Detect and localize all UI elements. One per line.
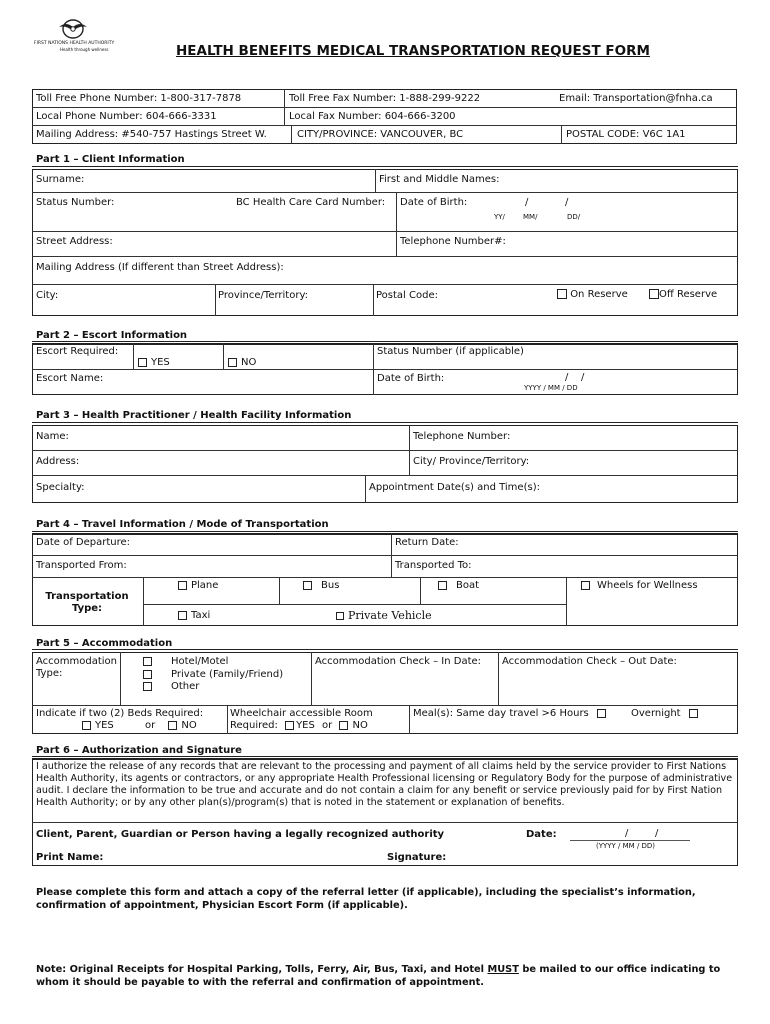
wheelchair-no-option[interactable]: [339, 720, 367, 731]
wheelchair-yes-checkbox[interactable]: [285, 721, 294, 730]
overnight-option[interactable]: [631, 708, 702, 720]
mailing-address: Mailing Address: #540-757 Hastings Street W.: [36, 129, 267, 140]
practitioner-name-label: Name:: [36, 431, 69, 442]
part3-heading: Part 3 – Health Practitioner / Health Facility Information: [36, 410, 352, 421]
transported-to-field[interactable]: [480, 557, 735, 575]
escort-no-checkbox[interactable]: [228, 358, 237, 367]
note-text-b: be mailed to our office indicating to whom it should be payable to with the referral and confirmation of appointment.: [36, 964, 721, 988]
telephone-label: Telephone Number#:: [400, 236, 506, 247]
boat-label: Boat: [456, 580, 480, 591]
bus-label: Bus: [321, 580, 340, 591]
eagle-logo-icon: [56, 18, 90, 40]
hotel-option[interactable]: [143, 656, 228, 668]
private-family-option[interactable]: [143, 669, 283, 681]
beds-yes-label: YES: [95, 720, 114, 731]
check-in-field[interactable]: [314, 670, 496, 703]
street-address-label: Street Address:: [36, 236, 113, 247]
local-phone: Local Phone Number: 604-666-3331: [36, 111, 217, 122]
local-fax: Local Fax Number: 604-666-3200: [289, 111, 456, 122]
city-label: City:: [36, 290, 59, 301]
instruction-text: Please complete this form and attach a copy of the referral letter (if applicable), including the specialist’s information, confirmation of appointment, Physician Escort Form (if applicable).: [36, 887, 696, 911]
practitioner-city-field[interactable]: [542, 452, 735, 473]
status-number-label: Status Number:: [36, 197, 115, 208]
signature-field[interactable]: [450, 849, 735, 864]
date-slash-2: /: [655, 828, 659, 839]
appointment-field[interactable]: [548, 477, 735, 501]
wheelchair-yes-option[interactable]: [285, 720, 315, 731]
fnha-logo: [34, 18, 114, 58]
date-label: Date:: [526, 829, 557, 840]
escort-yes-option[interactable]: [138, 357, 170, 369]
telephone-field[interactable]: [512, 233, 734, 254]
beds-yes-option[interactable]: [82, 720, 114, 731]
check-in-label: Accommodation Check – In Date:: [315, 656, 482, 667]
dob-mm: MM/: [523, 213, 538, 221]
client-dob-field[interactable]: [470, 194, 734, 229]
province-label: Province/Territory:: [218, 290, 309, 301]
private-vehicle-option[interactable]: [336, 609, 432, 622]
date-format-hint: (YYYY / MM / DD): [596, 842, 656, 850]
beds-no-option[interactable]: [168, 720, 196, 731]
toll-free-fax: Toll Free Fax Number: 1-888-299-9222: [289, 93, 481, 104]
bc-card-field[interactable]: [300, 210, 392, 229]
escort-status-field[interactable]: [530, 345, 735, 367]
specialty-field[interactable]: [92, 477, 362, 501]
on-reserve-checkbox[interactable]: [557, 289, 567, 299]
beds-label: Indicate if two (2) Beds Required:: [36, 708, 204, 719]
private-vehicle-checkbox[interactable]: [336, 612, 344, 620]
practitioner-address-label: Address:: [36, 456, 80, 467]
receipts-note: [36, 963, 736, 989]
beds-no-checkbox[interactable]: [168, 721, 177, 730]
return-label: Return Date:: [395, 537, 459, 548]
escort-yes-checkbox[interactable]: [138, 358, 147, 367]
note-must: MUST: [487, 964, 519, 975]
other-option[interactable]: [143, 681, 199, 693]
first-middle-field[interactable]: [505, 171, 735, 190]
beds-no-label: NO: [181, 720, 197, 731]
city-province: CITY/PROVINCE: VANCOUVER, BC: [297, 129, 464, 140]
on-reserve-label: On Reserve: [570, 289, 628, 300]
hotel-label: Hotel/Motel: [171, 656, 229, 667]
return-field[interactable]: [465, 535, 735, 553]
date-slash-1: /: [625, 828, 629, 839]
logo-subtext: Health through wellness: [60, 47, 109, 52]
escort-no-label: NO: [241, 357, 257, 368]
off-reserve-checkbox[interactable]: [649, 289, 659, 299]
mailing-address-label: Mailing Address (If different than Street Address):: [36, 262, 284, 273]
beds-or: or: [144, 720, 156, 731]
part4-heading: Part 4 – Travel Information / Mode of Transportation: [36, 519, 329, 530]
plane-label: Plane: [191, 580, 219, 591]
dob-dd: DD/: [567, 213, 581, 221]
part5-heading: Part 5 – Accommodation: [36, 638, 173, 649]
bus-option[interactable]: [303, 580, 339, 592]
escort-name-label: Escort Name:: [36, 373, 104, 384]
print-name-label: Print Name:: [36, 852, 104, 863]
page-title: HEALTH BENEFITS MEDICAL TRANSPORTATION REQUEST FORM: [176, 43, 650, 59]
wheels-label: Wheels for Wellness: [597, 580, 698, 591]
taxi-checkbox[interactable]: [178, 611, 187, 620]
part1-heading: Part 1 – Client Information: [36, 154, 185, 165]
beds-yes-checkbox[interactable]: [82, 721, 91, 730]
print-name-field[interactable]: [105, 849, 385, 864]
check-out-field[interactable]: [501, 670, 735, 703]
transported-to-label: Transported To:: [395, 560, 472, 571]
note-text-a: Note: Original Receipts for Hospital Parking, Tolls, Ferry, Air, Bus, Taxi, and Hotel: [36, 964, 488, 975]
escort-dob-slash-2: /: [581, 372, 585, 383]
wheelchair-label: Wheelchair accessible Room: [230, 708, 373, 719]
postal-code: POSTAL CODE: V6C 1A1: [566, 129, 686, 140]
transportation-type-line2: Type:: [71, 603, 103, 614]
dob-label: Date of Birth:: [400, 197, 468, 208]
private-family-label: Private (Family/Friend): [171, 669, 284, 680]
escort-no-option[interactable]: [228, 357, 256, 369]
check-out-label: Accommodation Check – Out Date:: [502, 656, 677, 667]
departure-label: Date of Departure:: [36, 537, 131, 548]
toll-free-phone: Toll Free Phone Number: 1-800-317-7878: [36, 93, 242, 104]
wheelchair-or: or: [322, 720, 333, 731]
status-number-field[interactable]: [120, 194, 230, 229]
bus-checkbox[interactable]: [303, 581, 312, 590]
practitioner-name-field[interactable]: [74, 427, 406, 448]
transported-from-label: Transported From:: [36, 560, 127, 571]
taxi-option[interactable]: [178, 610, 210, 622]
private-vehicle-label: Private Vehicle: [348, 609, 432, 622]
off-reserve-label: Off Reserve: [659, 289, 718, 300]
wheelchair-no-label: NO: [352, 720, 368, 731]
postal-code-label: Postal Code:: [376, 290, 438, 301]
wheelchair-yes-label: YES: [296, 720, 315, 731]
wheelchair-required-label: Required:: [230, 720, 278, 731]
overnight-checkbox[interactable]: [689, 709, 698, 718]
meals-label: Meal(s): Same day travel >6 Hours: [413, 708, 589, 719]
contact-email: Email: Transportation@fnha.ca: [559, 93, 713, 104]
escort-yes-label: YES: [151, 357, 170, 368]
overnight-label: Overnight: [631, 708, 681, 719]
plane-option[interactable]: [178, 580, 218, 592]
on-reserve-option[interactable]: [557, 289, 628, 301]
practitioner-telephone-field[interactable]: [518, 427, 735, 448]
surname-field[interactable]: [100, 171, 372, 190]
wheelchair-no-checkbox[interactable]: [339, 721, 348, 730]
part2-heading: Part 2 – Escort Information: [36, 330, 188, 341]
beds-options: [82, 720, 197, 732]
other-checkbox[interactable]: [143, 682, 152, 691]
wheels-checkbox[interactable]: [581, 581, 590, 590]
wheels-option[interactable]: [581, 580, 698, 592]
authorization-text: I authorize the release of any records that are relevant to the processing and payment of all claims held by the service provider to First Nations Health Authority, its agents or contractors, or any appropriate Health Professional licensing or Regulatory Body for the purpose of administrative audit. I declare the information to be true and accurate and do not contain a claim for any benefit or service previously paid for by First Nation Health Authority; or by any other plan(s)/program(s) that is noted in the statement or explanation of benefits.: [36, 761, 733, 808]
practitioner-address-field[interactable]: [86, 452, 406, 473]
postal-code-field[interactable]: [445, 287, 550, 313]
practitioner-telephone-label: Telephone Number:: [413, 431, 511, 442]
taxi-label: Taxi: [191, 610, 211, 621]
off-reserve-option[interactable]: [649, 289, 717, 301]
practitioner-city-label: City/ Province/Territory:: [413, 456, 530, 467]
mailing-address-field[interactable]: [296, 258, 734, 282]
signature-label: Signature:: [387, 852, 447, 863]
escort-status-label: Status Number (if applicable): [377, 346, 524, 357]
boat-checkbox[interactable]: [438, 581, 447, 590]
surname-label: Surname:: [36, 174, 85, 185]
meals-option[interactable]: [413, 708, 610, 720]
meals-checkbox[interactable]: [597, 709, 606, 718]
dob-slash-1: /: [525, 197, 529, 208]
appointment-label: Appointment Date(s) and Time(s):: [369, 482, 540, 493]
escort-required-label: Escort Required:: [36, 346, 119, 357]
dob-yy: YY/: [494, 213, 505, 221]
transported-from-field[interactable]: [133, 557, 388, 575]
accommodation-type-label: [36, 656, 117, 680]
other-label: Other: [171, 681, 200, 692]
city-field[interactable]: [66, 287, 212, 313]
specialty-label: Specialty:: [36, 482, 85, 493]
escort-dob-format: YYYY / MM / DD: [524, 384, 578, 392]
province-field[interactable]: [320, 287, 370, 313]
escort-dob-field[interactable]: [450, 371, 735, 393]
private-family-checkbox[interactable]: [143, 670, 152, 679]
accommodation-type-line2: Type:: [36, 668, 63, 679]
bc-card-label: BC Health Care Card Number:: [236, 197, 386, 208]
client-authority-label: Client, Parent, Guardian or Person having a legally recognized authority: [36, 829, 445, 840]
dob-slash-2: /: [565, 197, 569, 208]
accommodation-type-line1: Accommodation: [36, 656, 118, 667]
logo-text: FIRST NATIONS HEALTH AUTHORITY: [34, 41, 115, 46]
transportation-type-line1: Transportation: [45, 591, 129, 602]
part6-heading: Part 6 – Authorization and Signature: [36, 745, 242, 756]
departure-field[interactable]: [136, 535, 388, 553]
escort-dob-slash-1: /: [565, 372, 569, 383]
client-authority-field[interactable]: [450, 826, 520, 846]
first-middle-label: First and Middle Names:: [379, 174, 500, 185]
transportation-type-label: [34, 591, 140, 615]
escort-name-field[interactable]: [110, 371, 370, 393]
street-address-field[interactable]: [118, 233, 393, 254]
wheelchair-options: [230, 720, 368, 732]
escort-dob-label: Date of Birth:: [377, 373, 445, 384]
plane-checkbox[interactable]: [178, 581, 187, 590]
boat-option[interactable]: [438, 580, 479, 592]
hotel-checkbox[interactable]: [143, 657, 152, 666]
